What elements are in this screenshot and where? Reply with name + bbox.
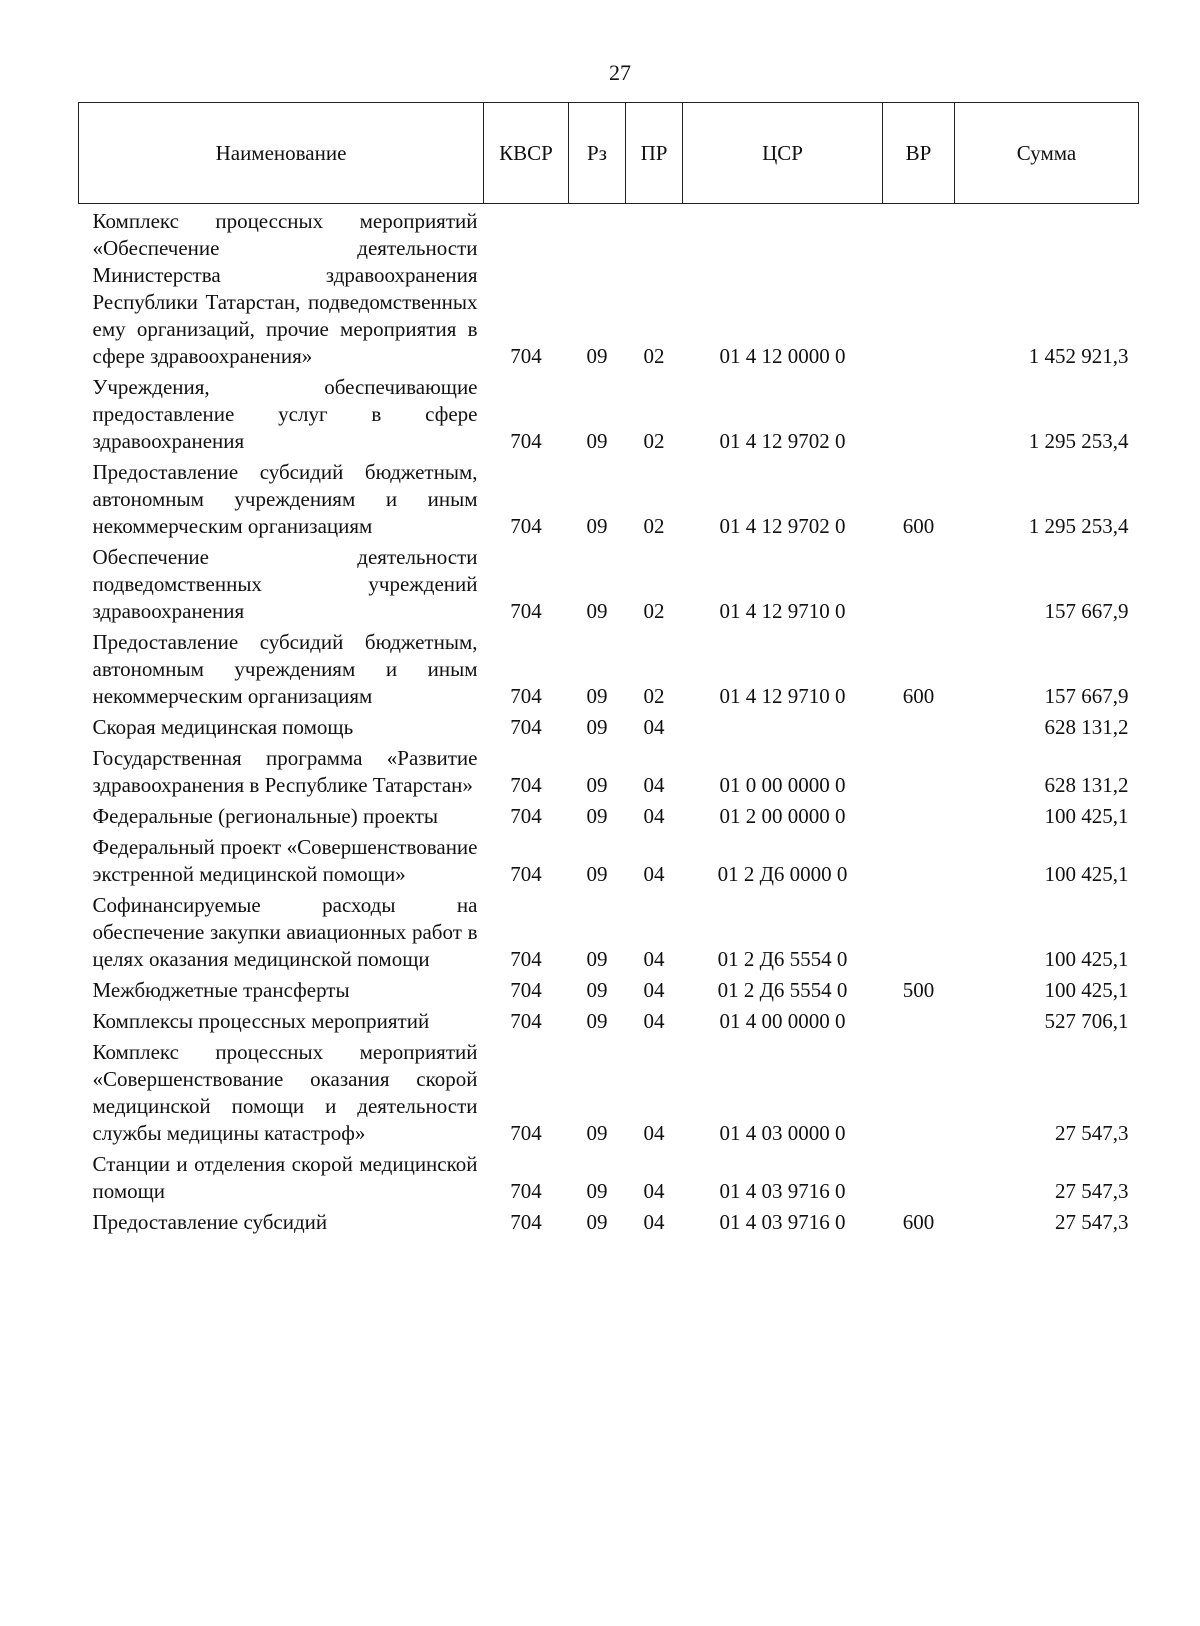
cell-sum: 100 425,1 [1044,804,1129,828]
cell-csr: 01 4 03 9716 0 [719,1210,846,1234]
cell-sum: 1 452 921,3 [1028,344,1129,368]
page-number: 27 [609,60,631,85]
table-row [79,741,1139,799]
cell-csr: 01 4 03 9716 0 [719,1179,846,1203]
cell-pr: 02 [643,514,665,538]
cell-pr: 04 [643,1210,665,1234]
cell-name: Предоставление субсидий бюджетным, автономным учреждениям и иным некоммерческим организациям [92,460,478,538]
cell-pr: 02 [643,684,665,708]
table-row [79,830,1139,888]
cell-pr: 04 [643,1121,665,1145]
cell-sum: 628 131,2 [1044,715,1129,739]
cell-pr: 04 [643,1179,665,1203]
cell-sum: 27 547,3 [1055,1121,1129,1145]
cell-sum: 100 425,1 [1044,947,1129,971]
table-row [79,204,1139,371]
header-name: Наименование [79,103,484,204]
cell-csr: 01 4 03 0000 0 [719,1121,846,1145]
cell-csr: 01 4 12 9710 0 [719,599,846,623]
cell-kvsr: 704 [510,1179,542,1203]
cell-vr [883,540,955,625]
table-row [79,710,1139,741]
cell-rz: 09 [586,514,608,538]
table-body [79,204,1139,1237]
cell-rz: 09 [586,599,608,623]
cell-rz: 09 [586,715,608,739]
cell-kvsr: 704 [510,344,542,368]
cell-name: Предоставление субсидий бюджетным, автономным учреждениям и иным некоммерческим организациям [92,630,478,708]
table-row [79,888,1139,973]
cell-name: Станции и отделения скорой медицинской помощи [92,1152,478,1203]
cell-pr: 04 [643,773,665,797]
cell-csr: 01 2 Д6 5554 0 [717,978,848,1002]
cell-csr: 01 4 12 9710 0 [719,684,846,708]
cell-kvsr: 704 [510,1009,542,1033]
table-row [79,625,1139,710]
cell-sum: 157 667,9 [1044,684,1129,708]
cell-name: Государственная программа «Развитие здравоохранения в Республике Татарстан» [92,746,478,797]
table-row [79,455,1139,540]
cell-vr: 600 [902,1210,935,1234]
budget-table [78,102,1139,1236]
cell-rz: 09 [586,344,608,368]
cell-sum: 1 295 253,4 [1028,514,1129,538]
cell-vr: 600 [902,514,935,538]
table-row [79,799,1139,830]
header-rz: Рз [569,103,626,204]
table-row [79,1035,1139,1147]
cell-vr [883,888,955,973]
cell-sum: 100 425,1 [1044,862,1129,886]
table-row [79,1205,1139,1236]
cell-pr: 04 [643,947,665,971]
cell-rz: 09 [586,978,608,1002]
cell-kvsr: 704 [510,1121,542,1145]
cell-pr: 04 [643,1009,665,1033]
cell-kvsr: 704 [510,978,542,1002]
cell-pr: 02 [643,344,665,368]
cell-kvsr: 704 [510,684,542,708]
cell-pr: 02 [643,429,665,453]
cell-rz: 09 [586,684,608,708]
cell-rz: 09 [586,1179,608,1203]
cell-rz: 09 [586,862,608,886]
cell-pr: 04 [643,978,665,1002]
cell-vr [883,830,955,888]
table-row [79,973,1139,1004]
cell-sum: 27 547,3 [1055,1210,1129,1234]
cell-pr: 02 [643,599,665,623]
cell-vr [883,370,955,455]
cell-name: Скорая медицинская помощь [92,715,354,739]
cell-vr [883,204,955,371]
cell-sum: 100 425,1 [1044,978,1129,1002]
cell-sum: 27 547,3 [1055,1179,1129,1203]
cell-rz: 09 [586,1210,608,1234]
cell-vr [883,710,955,741]
cell-rz: 09 [586,947,608,971]
cell-vr [883,1035,955,1147]
cell-vr [883,799,955,830]
cell-pr: 04 [643,804,665,828]
cell-rz: 09 [586,1009,608,1033]
cell-csr: 01 0 00 0000 0 [719,773,846,797]
cell-csr: 01 4 12 9702 0 [719,429,846,453]
cell-kvsr: 704 [510,947,542,971]
cell-sum: 157 667,9 [1044,599,1129,623]
cell-name: Федеральные (региональные) проекты [92,804,439,828]
cell-csr [683,710,883,741]
cell-kvsr: 704 [510,514,542,538]
cell-pr: 04 [643,715,665,739]
cell-csr: 01 4 12 9702 0 [719,514,846,538]
cell-rz: 09 [586,804,608,828]
cell-kvsr: 704 [510,429,542,453]
cell-name: Комплекс процессных мероприятий «Совершенствование оказания скорой медицинской помощи и деятельности службы медицины катастроф» [92,1040,478,1145]
cell-pr: 04 [643,862,665,886]
cell-vr [883,1004,955,1035]
cell-kvsr: 704 [510,715,542,739]
cell-vr: 600 [902,684,935,708]
cell-name: Комплекс процессных мероприятий «Обеспечение деятельности Министерства здравоохранения Республики Татарстан, подведомственных ему организаций, прочие мероприятия в сфере здравоохранения» [92,209,478,368]
cell-kvsr: 704 [510,773,542,797]
cell-name: Межбюджетные трансферты [92,978,350,1002]
table-row [79,1147,1139,1205]
header-kvsr: КВСР [484,103,569,204]
cell-kvsr: 704 [510,1210,542,1234]
cell-kvsr: 704 [510,804,542,828]
cell-name: Предоставление субсидий [92,1210,328,1234]
cell-name: Софинансируемые расходы на обеспечение закупки авиационных работ в целях оказания медицинской помощи [92,893,478,971]
cell-vr: 500 [902,978,935,1002]
header-sum: Сумма [955,103,1139,204]
cell-csr: 01 2 00 0000 0 [719,804,846,828]
table-header [79,103,1139,204]
cell-sum: 527 706,1 [1044,1009,1129,1033]
header-csr: ЦСР [683,103,883,204]
cell-rz: 09 [586,1121,608,1145]
cell-name: Комплексы процессных мероприятий [92,1009,430,1033]
cell-csr: 01 4 12 0000 0 [719,344,846,368]
cell-name: Учреждения, обеспечивающие предоставление услуг в сфере здравоохранения [92,375,478,453]
cell-name: Обеспечение деятельности подведомственных учреждений здравоохранения [92,545,478,623]
cell-kvsr: 704 [510,862,542,886]
cell-csr: 01 2 Д6 0000 0 [717,862,848,886]
table-row [79,370,1139,455]
cell-vr [883,1147,955,1205]
cell-csr: 01 4 00 0000 0 [719,1009,846,1033]
cell-csr: 01 2 Д6 5554 0 [717,947,848,971]
cell-vr [883,741,955,799]
cell-sum: 628 131,2 [1044,773,1129,797]
cell-rz: 09 [586,429,608,453]
header-pr: ПР [626,103,683,204]
table-row [79,1004,1139,1035]
cell-sum: 1 295 253,4 [1028,429,1129,453]
header-vr: ВР [883,103,955,204]
cell-name: Федеральный проект «Совершенствование экстренной медицинской помощи» [92,835,478,886]
cell-rz: 09 [586,773,608,797]
cell-kvsr: 704 [510,599,542,623]
table-row [79,540,1139,625]
